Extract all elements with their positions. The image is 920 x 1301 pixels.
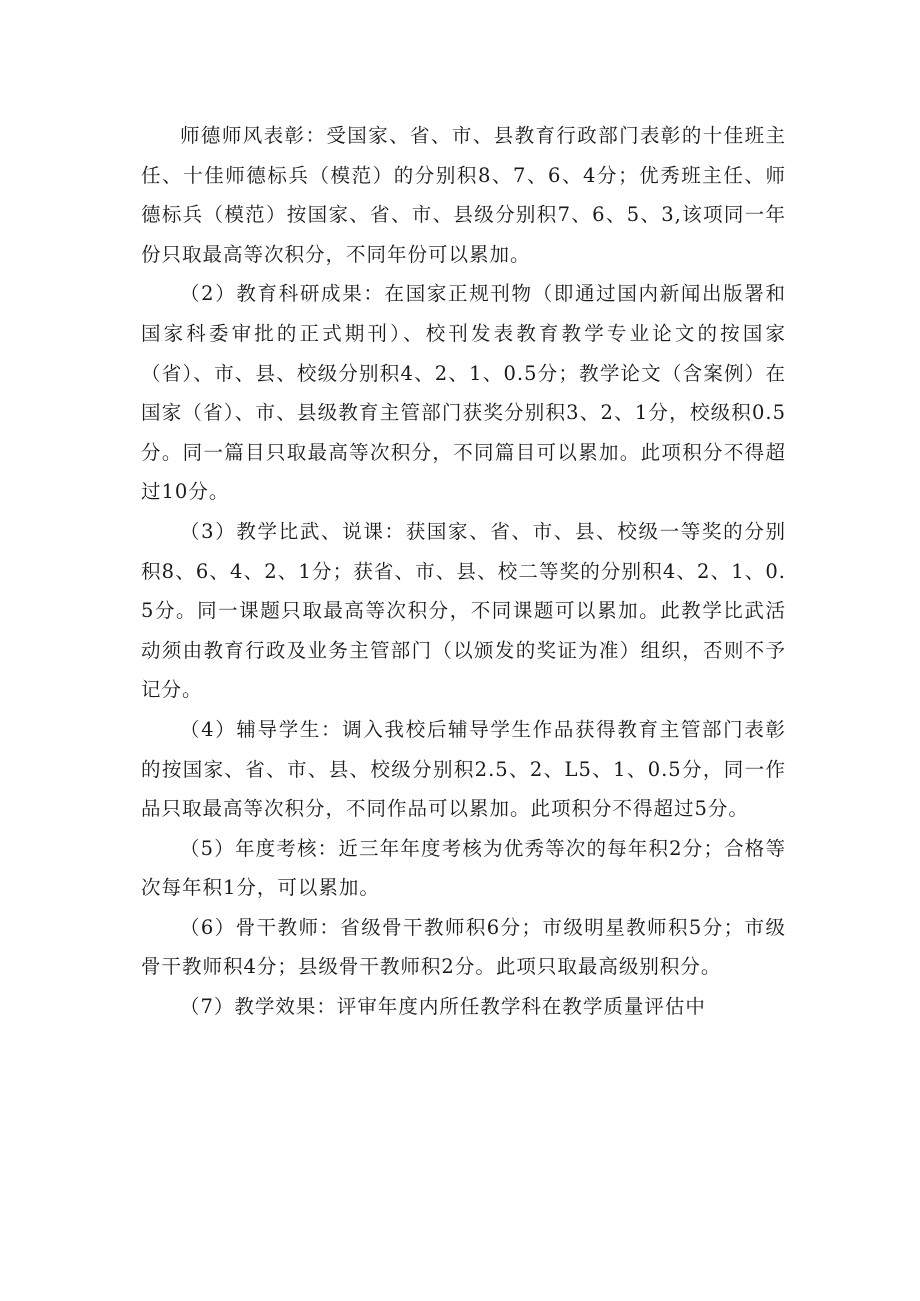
paragraph-annual-assessment: （5）年度考核：近三年年度考核为优秀等次的每年积2分；合格等次每年积1分，可以累加。 (141, 836, 786, 900)
paragraph-teaching-competition: （3）教学比武、说课：获国家、省、市、县、校级一等奖的分别积8、6、4、2、1分；获省、市、县、校二等奖的分别积4、2、1、0.5分。同一课题只取最高等次积分，不同课题可以累加。此教学比武活动须由教育行政及业务主管部门（以颁发的奖证为准）组织，否则不予记分。 (141, 519, 786, 702)
paragraph-ethics-commendation: 师德师风表彰：受国家、省、市、县教育行政部门表彰的十佳班主任、十佳师德标兵（模范）的分别积8、7、6、4分；优秀班主任、师德标兵（模范）按国家、省、市、县级分别积7、6、5、3,该项同一年份只取最高等次积分，不同年份可以累加。 (141, 124, 786, 266)
paragraph-research-results: （2）教育科研成果：在国家正规刊物（即通过国内新闻出版署和国家科委审批的正式期刊）、校刊发表教育教学专业论文的按国家（省）、市、县、校级分别积4、2、1、0.5分；教学论文（含案例）在国家（省）、市、县级教育主管部门获奖分别积3、2、1分，校级积0.5分。同一篇目只取最高等次积分，不同篇目可以累加。此项积分不得超过10分。 (141, 282, 786, 504)
document-body (141, 116, 786, 1027)
paragraph-teaching-effect: （7）教学效果：评审年度内所任教学科在教学质量评估中 (180, 995, 706, 1019)
paragraph-student-guidance: （4）辅导学生：调入我校后辅导学生作品获得教育主管部门表彰的按国家、省、市、县、校级分别积2.5、2、L5、1、0.5分，同一作品只取最高等次积分，不同作品可以累加。此项积分不得超过5分。 (141, 717, 786, 821)
paragraph-key-teacher: （6）骨干教师：省级骨干教师积6分；市级明星教师积5分；市级骨干教师积4分；县级骨干教师积2分。此项只取最高级别积分。 (141, 915, 786, 979)
